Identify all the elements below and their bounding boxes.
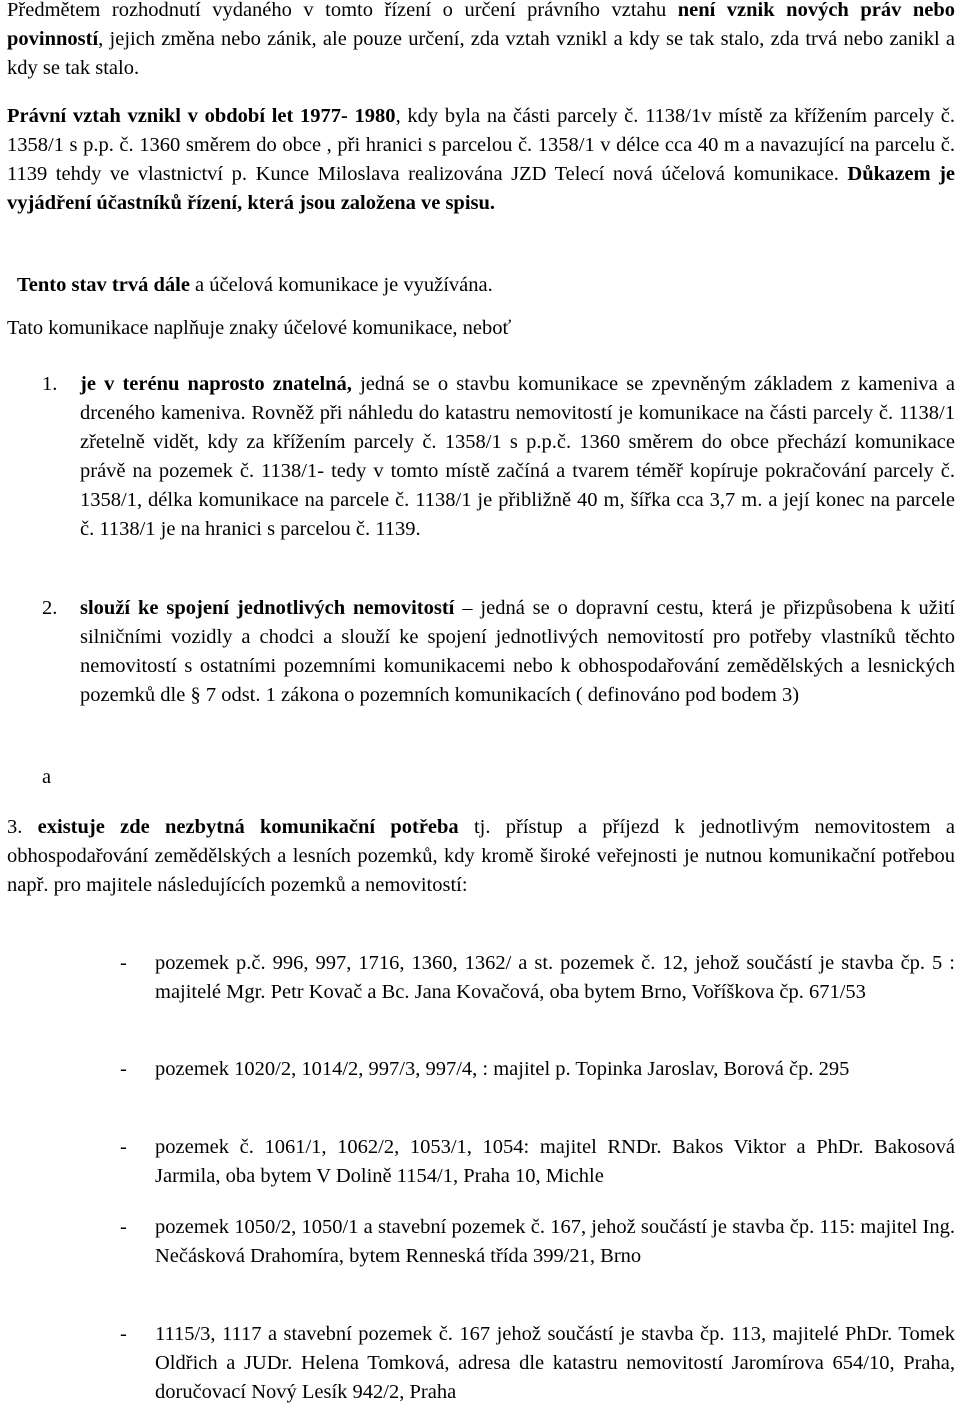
bullet-item: pozemek 1020/2, 1014/2, 997/3, 997/4, : majitel p. Topinka Jaroslav, Borová čp. 295	[155, 1058, 850, 1080]
item-number: 3.	[7, 816, 23, 838]
bullet-dash: -	[120, 1323, 127, 1345]
bullet-dash: -	[120, 952, 127, 974]
state-bold: Tento stav trvá dále	[17, 274, 190, 296]
bullet-dash: -	[120, 1058, 127, 1080]
bullet-item: pozemek p.č. 996, 997, 1716, 1360, 1362/ a st. pozemek č. 12, jehož součástí je stavba čp. 5 : majitelé Mgr. Petr Kovač a Bc. Jana Kovačová, oba bytem Brno, Voříškova čp. 671/53	[155, 952, 955, 1003]
state-text: a účelová komunikace je využívána.	[189, 274, 493, 296]
item-1-text: jedná se o stavbu komunikace se zpevněným základem z kameniva a drceného kameniva. Rovněž při náhledu do katastru nemovitostí je komunikace na části parcely č. 1138/1 zřetelně vidět, kdy za křížením parcely č. 1358/1 s p.p.č. 1360 směrem do obce přechází komunikace právě na pozemek č. 1138/1- tedy v tomto místě začíná a tvarem téměř kopíruje pokračování parcely č. 1358/1, délka komunikace na parcele č. 1138/1 je přibližně 40 m, šířka cca 3,7 m. a její konec na parcele č. 1138/1 je na hranici s parcelou č. 1139.	[80, 373, 955, 540]
intro-text: Předmětem rozhodnutí vydaného v tomto řízení o určení právního vztahu	[7, 0, 678, 21]
origin-text: , kdy byla na části parcely č. 1138/1v místě za křížením parcely č. 1358/1 s p.p. č. 1360 směrem do obce , při hranici s parcelou č. 1358/1 v délce cca 40 m a navazující na parcelu č. 1139 tehdy ve vlastnictví p. Kunce Miloslava realizována JZD Telecí nová účelová komunikace.	[7, 105, 955, 185]
bullet-item: pozemek 1050/2, 1050/1 a stavební pozemek č. 167, jehož součástí je stavba čp. 115: majitel Ing. Nečásková Drahomíra, bytem Renneská třída 399/21, Brno	[155, 1216, 955, 1267]
signs-intro: Tato komunikace naplňuje znaky účelové komunikace, neboť	[7, 317, 512, 339]
bullet-dash: -	[120, 1216, 127, 1238]
state-paragraph	[17, 271, 955, 300]
item-3-text: tj. přístup a příjezd k jednotlivým nemovitostem a obhospodařování zemědělských a lesních pozemků, kdy kromě široké veřejnosti je nutnou komunikační potřebou např. pro majitele následujících pozemků a nemovitostí:	[7, 816, 955, 896]
item-number: 2.	[42, 597, 58, 619]
item-2-text: – jedná se o dopravní cestu, která je přizpůsobena k užití silničními vozidly a chodci a slouží ke spojení jednotlivých nemovitostí pro potřeby vlastníků těchto nemovitostí s ostatními pozemními komunikacemi nebo k obhospodařování zemědělských a lesnických pozemků dle § 7 odst. 1 zákona o pozemních komunikacích ( definováno pod bodem 3)	[80, 597, 955, 706]
origin-paragraph	[7, 102, 955, 218]
stray-letter: a	[42, 766, 52, 788]
item-1	[80, 370, 955, 544]
origin-proof-bold: Důkazem je vyjádření účastníků řízení, která jsou založena ve spisu.	[7, 163, 955, 214]
bullet-dash: -	[120, 1136, 127, 1158]
item-2-bold: slouží ke spojení jednotlivých nemovitostí	[80, 597, 455, 619]
intro-text-2: , jejich změna nebo zánik, ale pouze určení, zda vztah vznikl a kdy se tak stalo, zda trvá nebo zanikl a kdy se tak stalo.	[7, 28, 955, 79]
intro-paragraph	[7, 0, 955, 83]
item-1-bold: je v terénu naprosto znatelná,	[80, 373, 352, 395]
origin-bold: Právní vztah vznikl v období let 1977- 1980	[7, 105, 396, 127]
item-3	[7, 813, 955, 900]
item-2	[80, 594, 955, 710]
item-3-bold: existuje zde nezbytná komunikační potřeba	[37, 816, 459, 838]
bullet-item: 1115/3, 1117 a stavební pozemek č. 167 jehož součástí je stavba čp. 113, majitelé PhDr. Tomek Oldřich a JUDr. Helena Tomková, adresa dle katastru nemovitostí Jaromírova 654/10, Praha, doručovací Nový Lesík 942/2, Praha	[155, 1323, 955, 1403]
intro-bold: není vznik nových práv nebo povinností	[7, 0, 955, 50]
item-number: 1.	[42, 373, 58, 395]
bullet-item: pozemek č. 1061/1, 1062/2, 1053/1, 1054: majitel RNDr. Bakos Viktor a PhDr. Bakosová Jarmila, oba bytem V Dolině 1154/1, Praha 10, Michle	[155, 1136, 955, 1187]
